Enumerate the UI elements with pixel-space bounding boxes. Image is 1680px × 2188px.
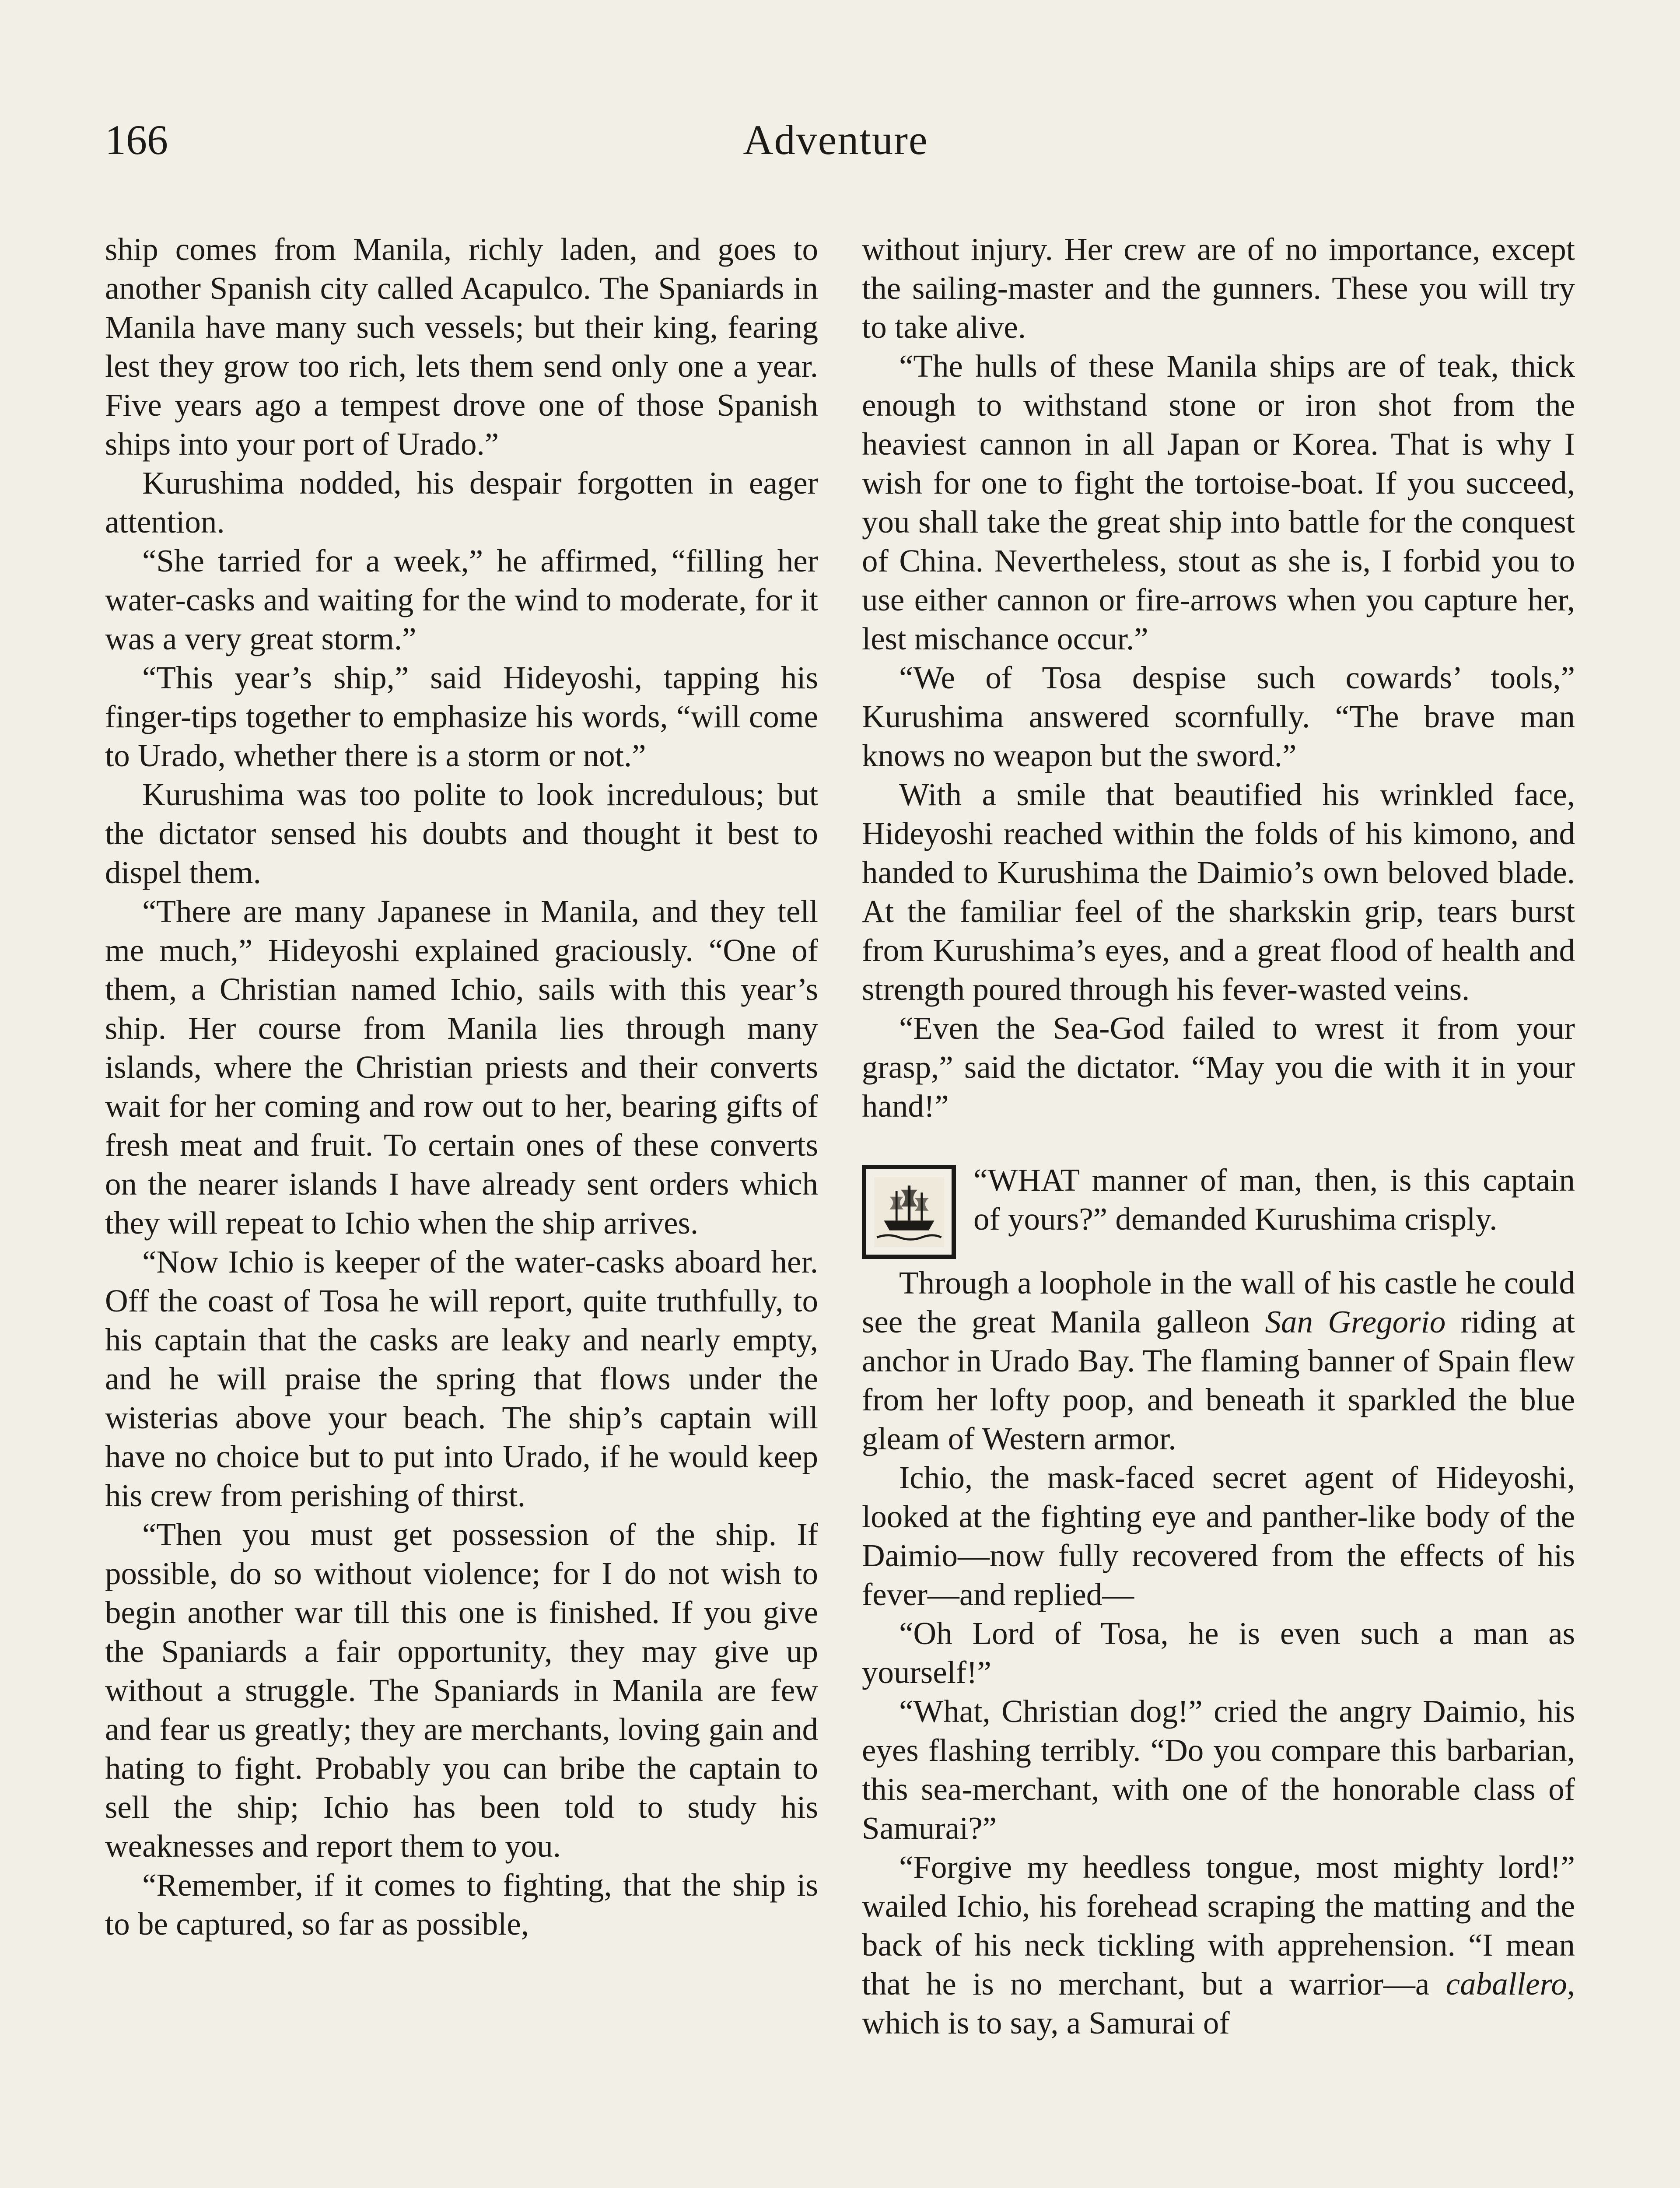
text-span: Through a loophole in the wall of his castle he could see the great Manila galleon — [862, 1265, 1575, 1339]
right-column — [862, 230, 1575, 2188]
text-span: riding at anchor in Urado Bay. The flaming banner of Spain flew from her lofty poop, and beneath it sparkled the blue gleam of Western armor. — [862, 1304, 1575, 1456]
text-span: , which is to say, a Samurai of — [862, 1966, 1575, 2041]
page-number: 166 — [105, 116, 168, 163]
paragraph: “Remember, if it comes to fighting, that the ship is to be captured, so far as possible, — [105, 1867, 818, 1942]
foreign-word: caballero — [1446, 1966, 1567, 2002]
ship-name: San Gregorio — [1265, 1304, 1446, 1339]
paragraph: “Even the Sea-God failed to wrest it from your grasp,” said the dictator. “May you die with it in your hand!” — [862, 1010, 1575, 1124]
text-span: “Forgive my heedless tongue, most mighty lord!” wailed Ichio, his forehead scraping the matting and the back of his neck tickling with apprehension. “I mean that he is no merchant, but a warrior—a — [862, 1849, 1575, 2002]
paragraph: “Now Ichio is keeper of the water-casks aboard her. Off the coast of Tosa he will report, quite truthfully, to his captain that the casks are leaky and nearly empty, and he will praise the spring that flows under the wisterias above your beach. The ship’s captain will have no choice but to put into Urado, if he would keep his crew from perishing of thirst. — [105, 1244, 818, 1513]
paragraph: Kurushima nodded, his despair forgotten in eager attention. — [105, 465, 818, 540]
paragraph: “There are many Japanese in Manila, and they tell me much,” Hideyoshi explained graciously. “One of them, a Christian named Ichio, sails with this year’s ship. Her course from Manila lies through many islands, where the Christian priests and their converts wait for her coming and row out to her, bearing gifts of fresh meat and fruit. To certain ones of these converts on the nearer islands I have already sent orders which they will repeat to Ichio when the ship arrives. — [105, 894, 818, 1241]
paragraph: “Oh Lord of Tosa, he is even such a man as yourself!” — [862, 1616, 1575, 1690]
ship-icon — [862, 1165, 956, 1259]
page-header — [105, 114, 1566, 184]
paragraph: “WHAT manner of man, then, is this captain of yours?” demanded Kurushima crisply. — [973, 1162, 1575, 1237]
paragraph: Ichio, the mask-faced secret agent of Hideyoshi, looked at the fighting eye and panther-like body of the Daimio—now fully recovered from the effects of his fever—and replied— — [862, 1460, 1575, 1612]
paragraph: “We of Tosa despise such cowards’ tools,” Kurushima answered scornfully. “The brave man knows no weapon but the sword.” — [862, 660, 1575, 773]
paragraph: “What, Christian dog!” cried the angry Daimio, his eyes flashing terribly. “Do you compare this barbarian, this sea-merchant, with one of the honorable class of Samurai?” — [862, 1694, 1575, 1846]
paragraph: With a smile that beautified his wrinkled face, Hideyoshi reached within the folds of his kimono, and handed to Kurushima the Daimio’s own beloved blade. At the familiar feel of the sharkskin grip, tears burst from Kurushima’s eyes, and a great flood of health and strength poured through his fever-wasted veins. — [862, 777, 1575, 1007]
paragraph — [862, 1263, 1575, 1458]
paragraph: “This year’s ship,” said Hideyoshi, tapping his finger-tips together to emphasize his words, “will come to Urado, whether there is a storm or not.” — [105, 660, 818, 773]
paragraph: Kurushima was too polite to look incredulous; but the dictator sensed his doubts and thought it best to dispel them. — [105, 777, 818, 890]
magazine-title: Adventure — [743, 116, 928, 163]
section-break — [862, 1161, 1575, 1238]
paragraph: “The hulls of these Manila ships are of teak, thick enough to withstand stone or iron shot from the heaviest cannon in all Japan or Korea. That is why I wish for one to fight the tortoise-boat. If you succeed, you shall take the great ship into battle for the conquest of China. Nevertheless, stout as she is, I forbid you to use either cannon or fire-arrows when you capture her, lest mischance occur.” — [862, 348, 1575, 656]
paragraph — [862, 1848, 1575, 2042]
paragraph: “She tarried for a week,” he affirmed, “filling her water-casks and waiting for the wind to moderate, for it was a very great storm.” — [105, 543, 818, 656]
paragraph: “Then you must get possession of the ship. If possible, do so without violence; for I do not wish to begin another war till this one is finished. If you give the Spaniards a fair opportunity, they may give up without a struggle. The Spaniards in Manila are few and fear us greatly; they are merchants, loving gain and hating to fight. Probably you can bribe the captain to sell the ship; Ichio has been told to study his weaknesses and report them to you. — [105, 1517, 818, 1864]
paragraph: ship comes from Manila, richly laden, and goes to another Spanish city called Acapulco. The Spaniards in Manila have many such vessels; but their king, fearing lest they grow too rich, lets them send only one a year. Five years ago a tempest drove one of those Spanish ships into your port of Urado.” — [105, 231, 818, 462]
left-column — [105, 230, 818, 2188]
paragraph: without injury. Her crew are of no importance, except the sailing-master and the gunners. These you will try to take alive. — [862, 231, 1575, 345]
